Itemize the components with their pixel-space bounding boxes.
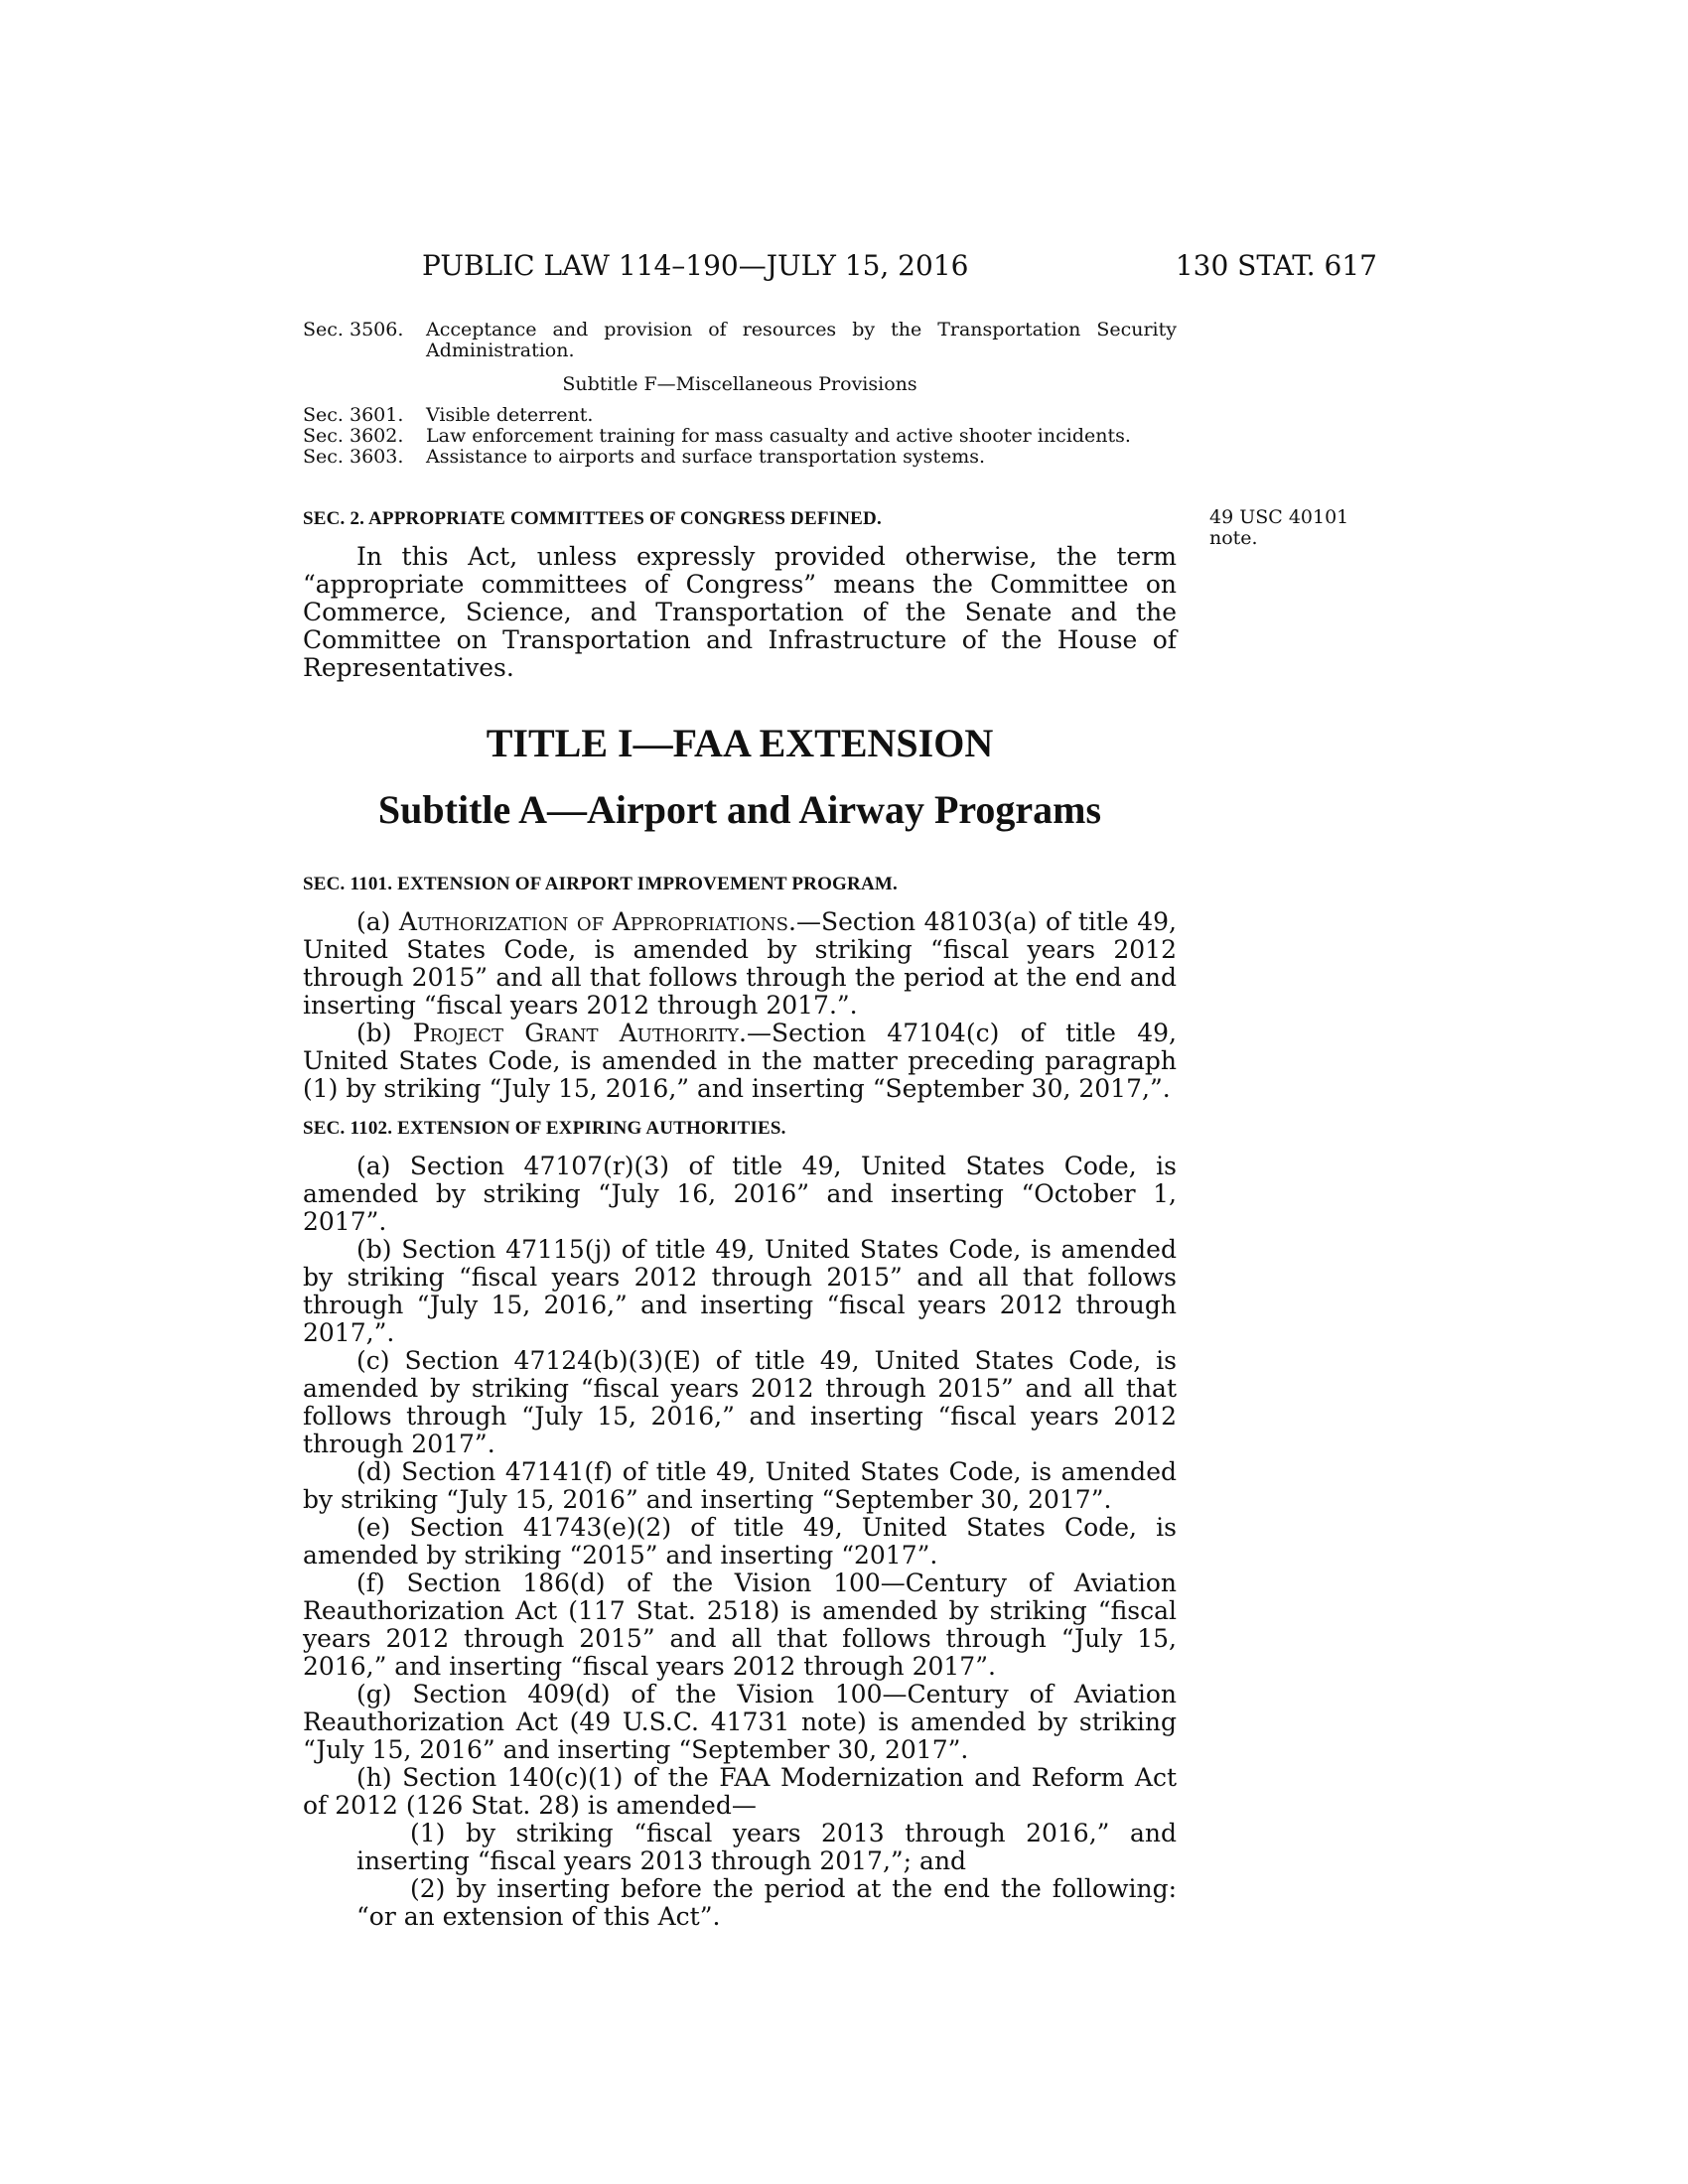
section-paragraph [303,908,1177,1020]
sub-paragraph: (1) by striking “fiscal years 2013 through 2016,” and inserting “fiscal years 2013 through 2017,”; and [356,1819,1177,1875]
toc-entry [303,447,1177,468]
section-heading: SEC. 1101. EXTENSION OF AIRPORT IMPROVEMENT PROGRAM. [303,874,898,894]
toc-entry [303,426,1177,447]
toc-entry [303,405,1177,426]
page-header [303,249,1377,293]
section-paragraph: (h) Section 140(c)(1) of the FAA Modernization and Reform Act of 2012 (126 Stat. 28) is amended— [303,1763,1177,1820]
section-heading: SEC. 1102. EXTENSION OF EXPIRING AUTHORITIES. [303,1118,786,1139]
section-paragraph: (f) Section 186(d) of the Vision 100—Century of Aviation Reauthorization Act (117 Stat. 2518) is amended by striking “fiscal years 2012 through 2015” and all that follows through “July 15, 2016,” and inserting “fiscal years 2012 through 2017”. [303,1569,1177,1681]
toc-section-title: Law enforcement training for mass casualty and active shooter incidents. [426,425,1131,447]
section-paragraph [303,1020,1177,1103]
paragraph-text: .—Section 48103(a) of title 49, United States Code, is amended by striking “fiscal years 2012 through 2015” and all that follows through the period at the end and inserting “fiscal years 2012 through 2017.”. [303,907,1177,1020]
toc-section-number: Sec. 3603. [303,446,404,468]
paragraph-text: .—Section 47104(c) of title 49, United States Code, is amended in the matter preceding paragraph (1) by striking “July 15, 2016,” and inserting “September 30, 2017,”. [303,1019,1177,1103]
section-paragraph: (g) Section 409(d) of the Vision 100—Century of Aviation Reauthorization Act (49 U.S.C. 41731 note) is amended by striking “July 15, 2016” and inserting “September 30, 2017”. [303,1680,1177,1764]
toc-section-title: Assistance to airports and surface transportation systems. [426,446,986,468]
paragraph-label: (a) [356,907,399,936]
margin-note: 49 USC 40101 note. [1209,506,1349,549]
title-heading: TITLE I—FAA EXTENSION [486,721,994,765]
paragraph-caption: Project Grant Authority [412,1019,739,1047]
paragraph-caption: Authorization of Appropriations [398,907,789,936]
section-paragraph: (d) Section 47141(f) of title 49, United States Code, is amended by striking “July 15, 2016” and inserting “September 30, 2017”. [303,1457,1177,1514]
toc-section-title: Visible deterrent. [426,404,594,426]
statute-page-number: 130 STAT. 617 [1175,249,1377,282]
toc-entry [303,320,1177,361]
running-header-title: PUBLIC LAW 114–190—JULY 15, 2016 [422,249,969,282]
section-paragraph: (e) Section 41743(e)(2) of title 49, United States Code, is amended by striking “2015” and inserting “2017”. [303,1513,1177,1570]
toc-section-number: Sec. 3506. [303,319,404,341]
section-paragraph: (c) Section 47124(b)(3)(E) of title 49, United States Code, is amended by striking “fiscal years 2012 through 2015” and all that follows through “July 15, 2016,” and inserting “fiscal years 2012 through 2017”. [303,1346,1177,1458]
toc-section-title: Acceptance and provision of resources by the Transportation Security Administration. [426,319,1177,361]
toc-section-number: Sec. 3601. [303,404,404,426]
toc-section-number: Sec. 3602. [303,425,404,447]
sub-paragraph: (2) by inserting before the period at the end the following: “or an extension of this Act”. [356,1874,1177,1931]
section-paragraph: In this Act, unless expressly provided otherwise, the term “appropriate committees of Congress” means the Committee on Commerce, Science, and Transportation of the Senate and the Committee on Transportation and Infrastructure of the House of Representatives. [303,542,1177,682]
section-paragraph: (a) Section 47107(r)(3) of title 49, United States Code, is amended by striking “July 16, 2016” and inserting “October 1, 2017”. [303,1152,1177,1236]
subtitle-heading: Subtitle A—Airport and Airway Programs [377,787,1102,832]
section-heading: SEC. 2. APPROPRIATE COMMITTEES OF CONGRESS DEFINED. [303,508,882,529]
paragraph-label: (b) [356,1019,413,1047]
section-paragraph: (b) Section 47115(j) of title 49, United States Code, is amended by striking “fiscal years 2012 through 2015” and all that follows through “July 15, 2016,” and inserting “fiscal years 2012 through 2017,”. [303,1235,1177,1347]
toc-subtitle-heading: Subtitle F—Miscellaneous Provisions [562,373,917,395]
document-body [303,507,1177,1931]
table-of-contents [303,320,1177,468]
